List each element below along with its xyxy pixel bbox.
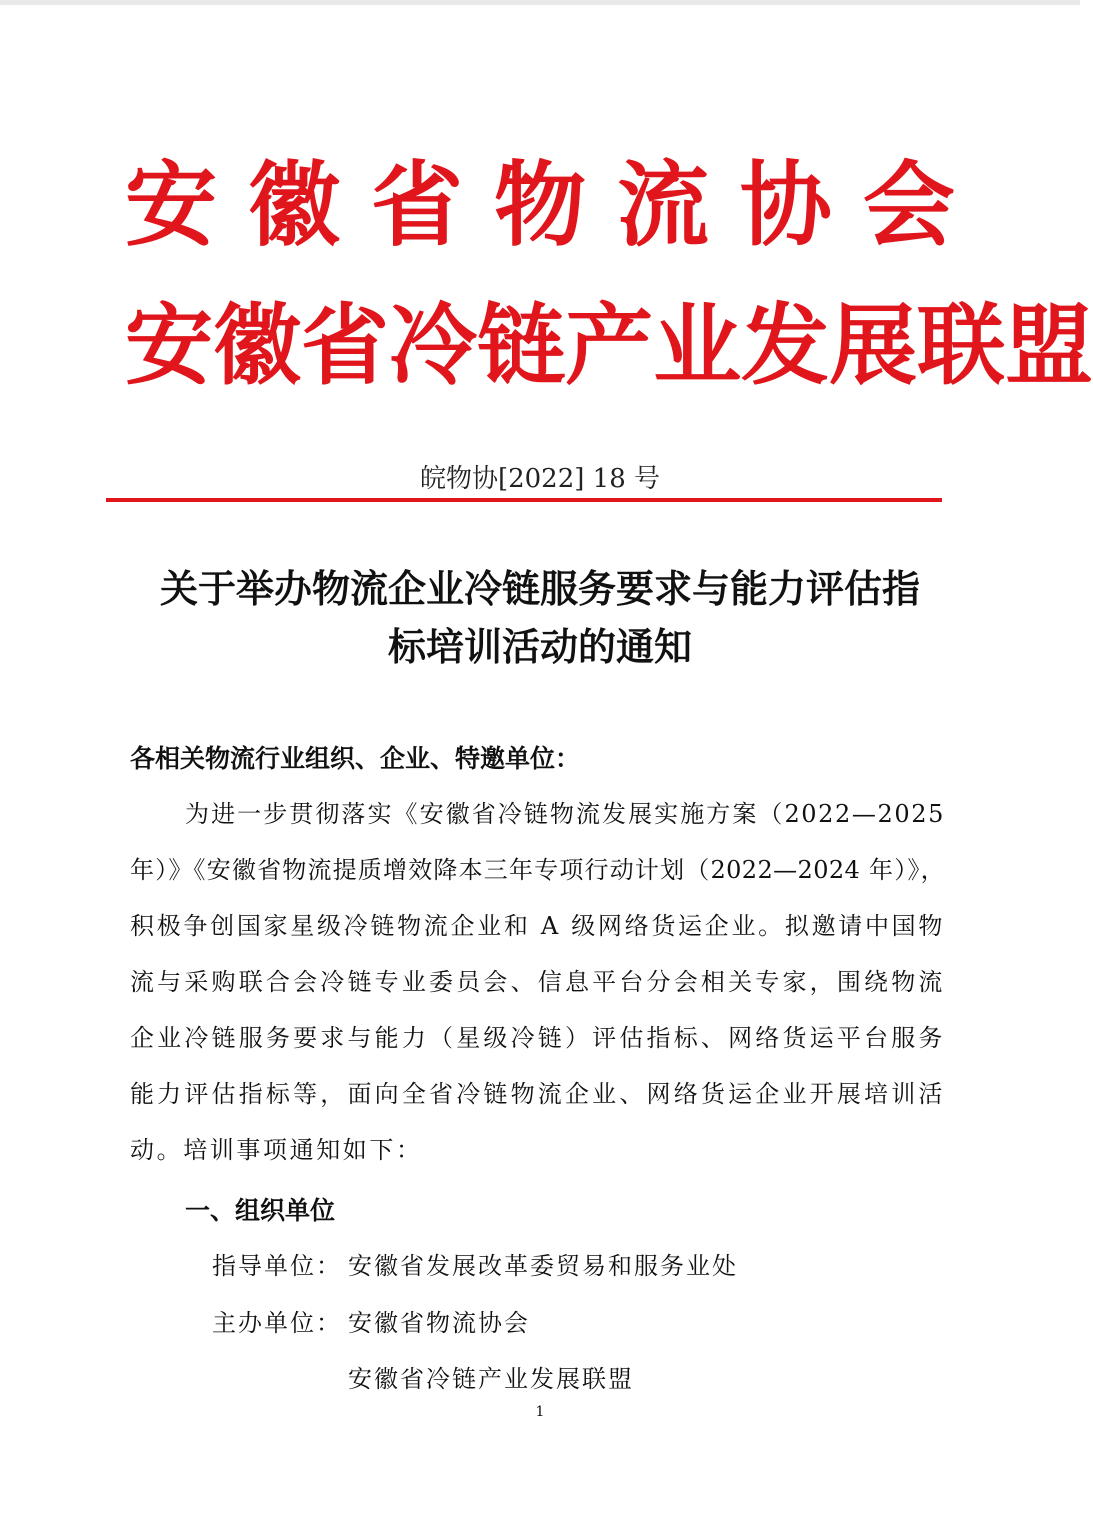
body-paragraph-line: 年）》《安徽省物流提质增效降本三年专项行动计划（2022—2024 年）》，: [130, 856, 945, 884]
issuer-char: 联: [917, 294, 1006, 397]
issuer-name-line-1: [125, 152, 955, 259]
issuer-char: 盟: [1005, 294, 1093, 397]
issuer-char: 冷: [389, 294, 478, 397]
top-strip: [0, 0, 1080, 5]
issuer-char: 物: [493, 152, 586, 259]
host-unit-value: 安徽省冷链产业发展联盟: [348, 1365, 634, 1393]
issuer-char: 省: [370, 152, 463, 259]
issuer-char: 省: [301, 294, 390, 397]
issuer-char: 会: [862, 152, 955, 259]
host-unit-label: 主办单位：: [212, 1309, 342, 1337]
body-paragraph-line: 流与采购联合会冷链专业委员会、信息平台分会相关专家，围绕物流: [130, 968, 945, 996]
red-divider: [106, 498, 942, 502]
body-paragraph-line: 为进一步贯彻落实《安徽省冷链物流发展实施方案（2022—2025: [185, 800, 945, 828]
body-paragraph-line: 动。培训事项通知如下：: [130, 1136, 423, 1164]
document-number: 皖物协[2022] 18 号: [419, 464, 661, 494]
page-number: 1: [535, 1404, 545, 1420]
issuer-char: 徽: [247, 152, 340, 259]
issuer-char: 安: [125, 294, 214, 397]
notice-title-line-1: 关于举办物流企业冷链服务要求与能力评估指: [159, 567, 920, 611]
guide-unit-value: 安徽省发展改革委贸易和服务业处: [348, 1252, 738, 1280]
body-paragraph-line: 积极争创国家星级冷链物流企业和 A 级网络货运企业。拟邀请中国物: [130, 912, 945, 940]
section-heading-organizers: 一、组织单位: [185, 1196, 336, 1225]
issuer-name-line-2: [125, 294, 1093, 397]
host-unit-value: 安徽省物流协会: [348, 1309, 530, 1337]
issuer-char: 业: [653, 294, 742, 397]
issuer-char: 徽: [213, 294, 302, 397]
salutation: 各相关物流行业组织、企业、特邀单位：: [130, 744, 581, 773]
notice-title-line-2: 标培训活动的通知: [387, 625, 692, 669]
issuer-char: 协: [739, 152, 832, 259]
body-paragraph-line: 能力评估指标等，面向全省冷链物流企业、网络货运企业开展培训活: [130, 1080, 945, 1108]
body-paragraph-line: 企业冷链服务要求与能力（星级冷链）评估指标、网络货运平台服务: [130, 1024, 945, 1052]
issuer-char: 链: [477, 294, 566, 397]
issuer-char: 展: [829, 294, 918, 397]
issuer-char: 安: [125, 152, 218, 259]
issuer-char: 流: [616, 152, 709, 259]
guide-unit-label: 指导单位：: [212, 1252, 342, 1280]
issuer-char: 发: [741, 294, 830, 397]
issuer-char: 产: [565, 294, 654, 397]
